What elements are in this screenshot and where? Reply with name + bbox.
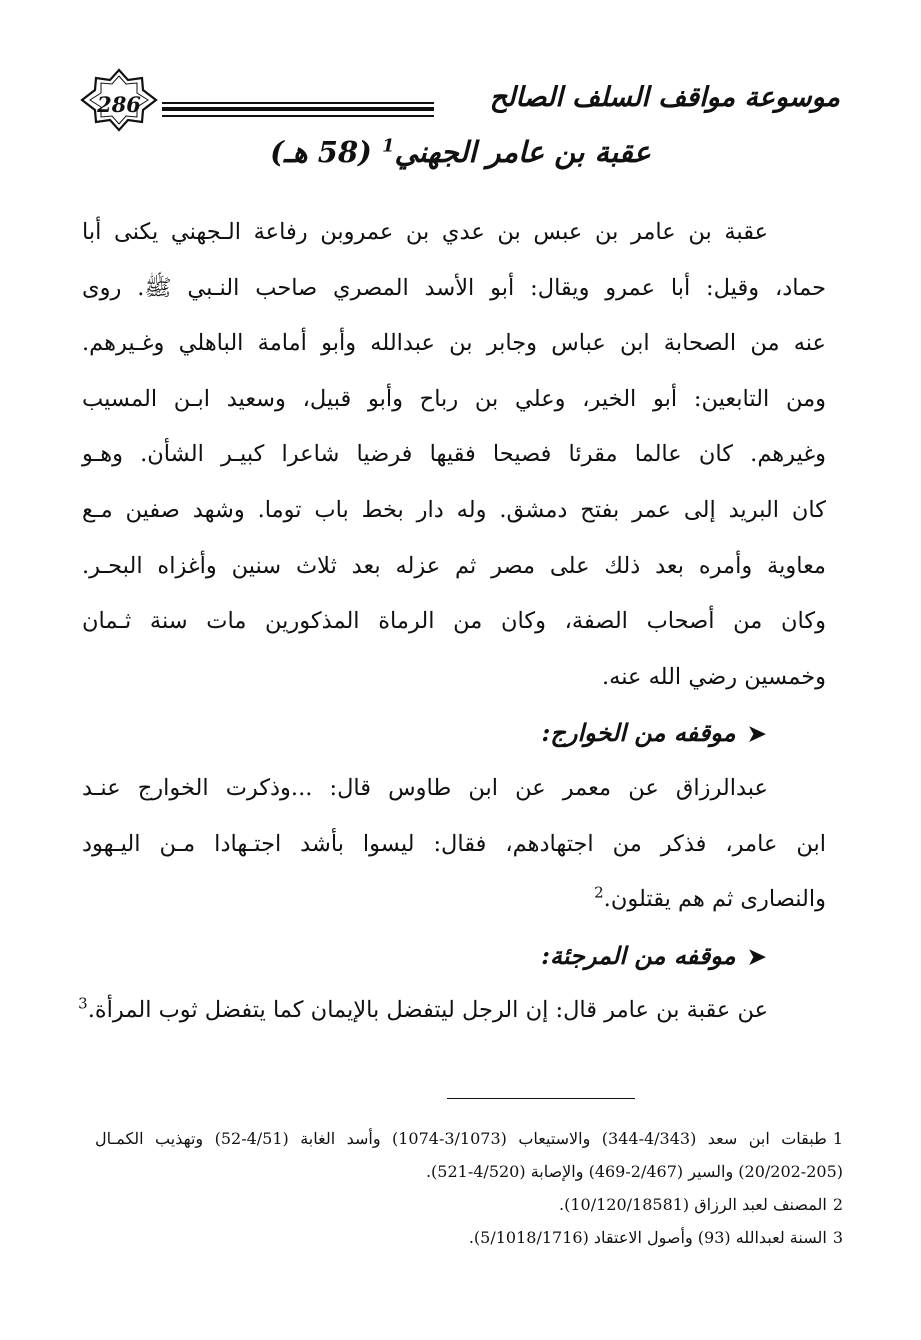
section-heading-label: موقفه من المرجئة: — [541, 940, 736, 970]
text-line: وكان من أصحاب الصفة، وكان من الرماة المذكورين مات سنة ثـمان — [82, 608, 826, 635]
text-line: حماد، وقيل: أبا عمرو ويقال: أبو الأسد المصري صاحب النـبي ﷺ. روى — [82, 274, 826, 301]
page-number: 286 — [97, 91, 141, 117]
body-text — [78, 205, 826, 1039]
header-rule — [162, 102, 434, 117]
text-line: وغيرهم. كان عالما مقرئا فصيحا فقيها فرضيا شاعرا كبيـر الشأن. وهـو — [82, 441, 826, 468]
section-heading-murjia — [82, 928, 826, 984]
arrow-bullet-icon: ➤ — [747, 943, 766, 970]
text-line-content: والنصارى ثم هم يقتلون. — [603, 886, 826, 913]
chapter-year: (58 هـ) — [270, 135, 372, 169]
series-title: موسوعة مواقف السلف الصالح — [489, 82, 840, 113]
text-line: ومن التابعين: أبو الخير، وعلي بن رباح وأبو قبيل، وسعيد ابـن المسيب — [82, 385, 826, 412]
footnote-marker: 2 — [594, 883, 604, 902]
text-line: معاوية وأمره بعد ذلك على مصر ثم عزله بعد ثلاث سنين وأغزاه البحـر. — [82, 552, 826, 579]
text-line: كان البريد إلى عمر بفتح دمشق. وله دار بخط باب توما. وشهد صفين مـع — [82, 496, 826, 523]
text-line: عقبة بن عامر بن عبس بن عدي بن عمروبن رفاعة الـجهني يكنى أبا — [82, 219, 768, 245]
footnote-text: المصنف لعبد الرزاق (10/120/18581). — [559, 1195, 827, 1214]
footnote-marker: 3 — [78, 994, 88, 1013]
footnote-line — [95, 1122, 843, 1155]
footnote-number: 2 — [832, 1195, 843, 1214]
text-line: عبدالرزاق عن معمر عن ابن طاوس قال: ...وذكرت الخوارج عنـد — [82, 774, 768, 801]
chapter-title-name: عقبة بن عامر الجهني — [394, 135, 651, 169]
text-line: عنه من الصحابة ابن عباس وجابر بن عبدالله وأبو أمامة الباهلي وغـيرهم. — [82, 330, 826, 357]
chapter-footnote-ref: 1 — [381, 135, 395, 157]
chapter-title — [80, 135, 841, 169]
footnote-number: 3 — [832, 1228, 843, 1247]
text-line — [82, 872, 826, 928]
page-number-badge — [80, 68, 158, 132]
text-line — [78, 983, 826, 1039]
arrow-bullet-icon: ➤ — [747, 721, 766, 748]
footnote-line — [95, 1188, 843, 1221]
text-line: وخمسين رضي الله عنه. — [601, 663, 826, 690]
running-header — [80, 68, 840, 132]
footnote-separator — [447, 1098, 635, 1099]
footnote-line: (20/202-205) والسير (2/467-469) والإصابة (4/520-521). — [425, 1162, 843, 1181]
footnote-line — [95, 1221, 843, 1254]
footnote-text: طبقات ابن سعد (4/343-344) والاستيعاب (3/1073-1074) وأسد الغابة (4/51-52) وتهذيب الكمـال — [95, 1129, 827, 1148]
footnote-number: 1 — [832, 1129, 844, 1148]
footnote-text: السنة لعبدالله (93) وأصول الاعتقاد (5/1018/1716). — [468, 1228, 827, 1247]
section-heading-label: موقفه من الخوارج: — [541, 718, 736, 748]
text-line-content: عن عقبة بن عامر قال: إن الرجل ليتفضل بالإيمان كما يتفضل ثوب المرأة. — [87, 997, 768, 1024]
section-heading-khawarij — [82, 705, 826, 761]
text-line: ابن عامر، فذكر من اجتهادهم، فقال: ليسوا بأشد اجتـهادا مـن اليـهود — [82, 830, 826, 857]
footnotes — [95, 1122, 843, 1254]
